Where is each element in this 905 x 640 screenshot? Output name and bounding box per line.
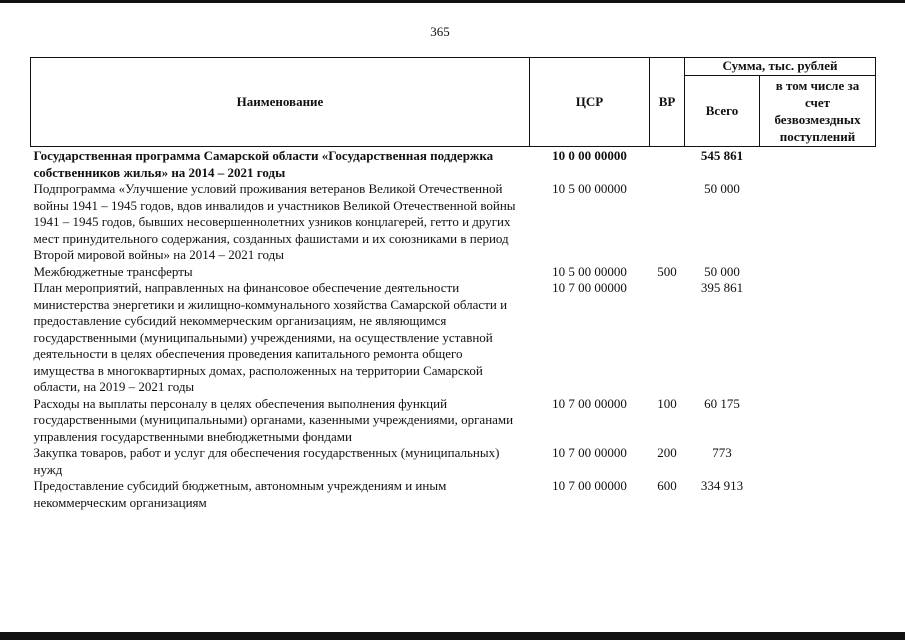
header-csr: ЦСР	[530, 58, 650, 147]
row-total: 545 861	[700, 148, 744, 163]
row-vr: 500	[657, 263, 677, 279]
row-free	[760, 396, 876, 446]
table-row	[31, 445, 876, 478]
row-csr: 10 5 00 00000	[552, 181, 627, 196]
row-total: 395 861	[700, 280, 744, 295]
row-free	[760, 445, 876, 478]
row-free	[760, 280, 876, 396]
table-row	[31, 181, 876, 264]
table-row	[31, 264, 876, 281]
row-name: Закупка товаров, работ и услуг для обеспечения государственных (муниципальных) нужд	[33, 445, 500, 477]
top-scan-border	[0, 0, 905, 3]
row-free	[760, 147, 876, 182]
row-free	[760, 478, 876, 511]
bottom-scan-border	[0, 632, 905, 640]
row-total: 773	[712, 445, 732, 460]
table-row	[31, 396, 876, 446]
header-sum: Сумма, тыс. рублей	[685, 58, 876, 76]
row-name: План мероприятий, направленных на финансовое обеспечение деятельности министерства энергетики и жилищно-коммунального хозяйства Самарской области и предоставление субсидий некоммерческим организациям, не являющимся государственными (муниципальными) учреждениями, на осуществление уставной деятельности в целях обеспечения проведения капитального ремонта общего имущества в многоквартирных домах, расположенных на территории Самарской области, на 2019 – 2021 годы	[33, 280, 508, 394]
table-row	[31, 478, 876, 511]
row-name: Подпрограмма «Улучшение условий проживания ветеранов Великой Отечественной войны 1941 – 1945 годов, вдов инвалидов и участников Великой Отечественной войны 1941 – 1945 годов, бывших несовершеннолетних узников концлагерей, гетто и других мест принудительного содержания, созданных фашистами и их союзниками в период Второй мировой войны» на 2014 – 2021 годы	[33, 181, 516, 262]
header-vr: ВР	[650, 58, 685, 147]
row-vr	[650, 181, 685, 264]
budget-table	[30, 57, 876, 511]
row-total: 60 175	[704, 395, 740, 411]
table-row	[31, 147, 876, 182]
row-name: Межбюджетные трансферты	[33, 263, 193, 279]
table-header	[31, 58, 876, 147]
row-vr: 600	[657, 478, 677, 493]
row-free	[760, 264, 876, 281]
row-free	[760, 181, 876, 264]
row-vr: 100	[657, 395, 677, 411]
header-free: в том числе за счет безвозмездных поступлений	[760, 76, 876, 147]
row-csr: 10 7 00 00000	[552, 395, 627, 411]
row-total: 50 000	[704, 181, 740, 196]
header-name: Наименование	[31, 58, 530, 147]
row-total: 334 913	[700, 478, 744, 493]
row-total: 50 000	[704, 263, 740, 279]
row-csr: 10 7 00 00000	[552, 280, 627, 295]
row-name: Государственная программа Самарской области «Государственная поддержка собственников жилья» на 2014 – 2021 годы	[33, 148, 494, 180]
row-vr	[650, 280, 685, 396]
row-csr: 10 5 00 00000	[552, 263, 627, 279]
row-csr: 10 7 00 00000	[552, 445, 627, 460]
header-total: Всего	[685, 76, 760, 147]
table-row	[31, 280, 876, 396]
page-number: 365	[430, 24, 450, 39]
row-csr: 10 0 00 00000	[552, 148, 627, 163]
row-name: Расходы на выплаты персоналу в целях обеспечения выполнения функций государственными (муниципальными) органами, казенными учреждениями, органами управления государственными внебюджетными фондами	[33, 395, 514, 444]
row-vr: 200	[657, 445, 677, 460]
row-csr: 10 7 00 00000	[552, 478, 627, 493]
row-name: Предоставление субсидий бюджетным, автономным учреждениям и иным некоммерческим организациям	[33, 478, 447, 510]
row-vr	[650, 147, 685, 182]
table-body	[31, 147, 876, 512]
